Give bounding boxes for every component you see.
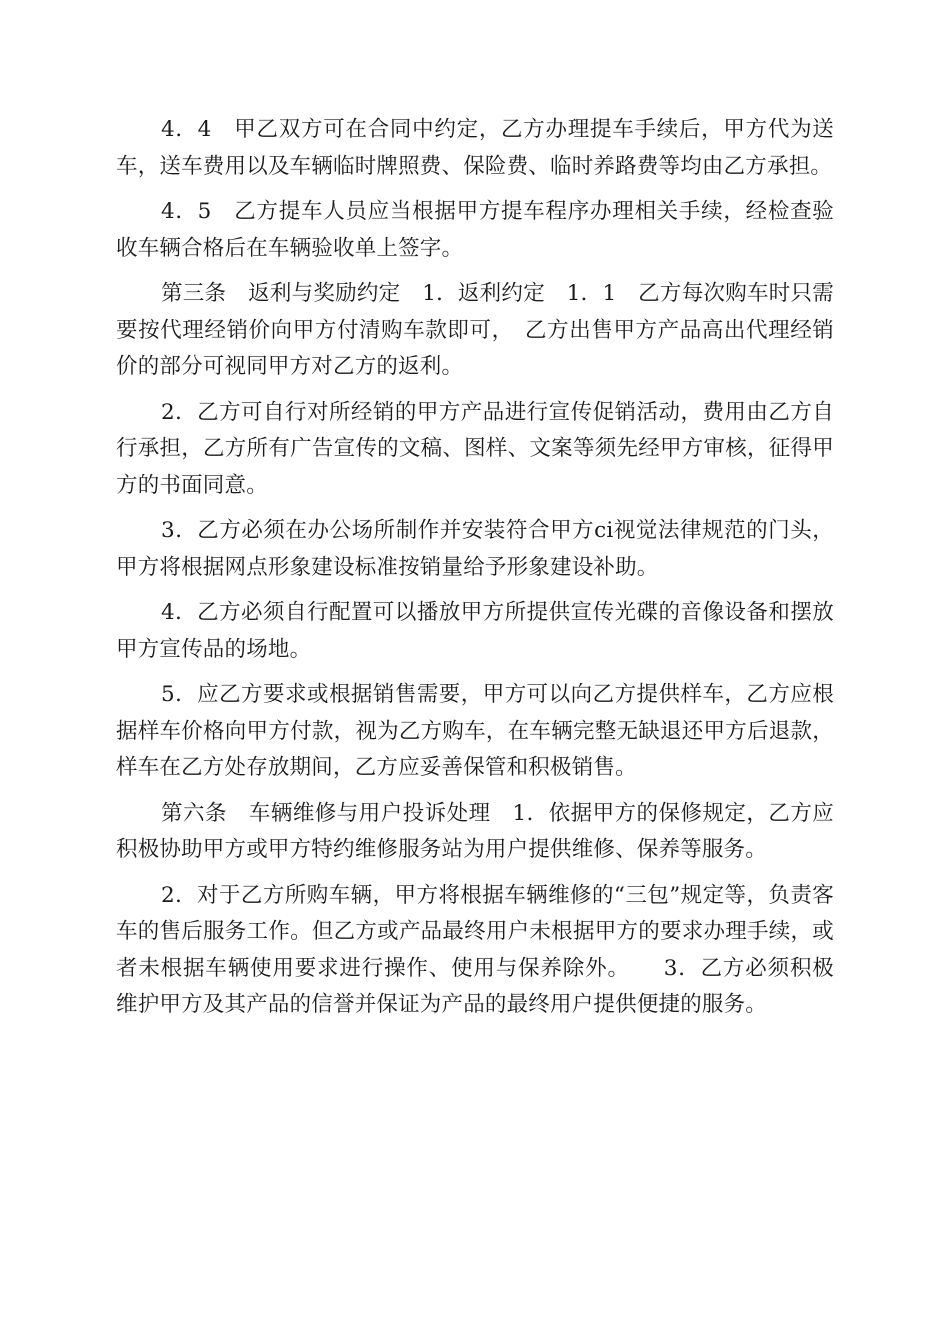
paragraph-4-5: 4．5 乙方提车人员应当根据甲方提车程序办理相关手续，经检查验收车辆合格后在车辆验收单上签字。 bbox=[116, 199, 834, 261]
paragraph-item-5: 5．应乙方要求或根据销售需要，甲方可以向乙方提供样车，乙方应根据样车价格向甲方付款，视为乙方购车，在车辆完整无缺退还甲方后退款，样车在乙方处存放期间，乙方应妥善保管和积极销售。 bbox=[116, 682, 834, 780]
paragraph-article-3: 第三条 返利与奖励约定 1．返利约定 1．1 乙方每次购车时只需要按代理经销价向甲方付清购车款即可， 乙方出售甲方产品高出代理经销价的部分可视同甲方对乙方的返利。 bbox=[116, 281, 834, 379]
paragraph-4-4: 4．4 甲乙双方可在合同中约定，乙方办理提车手续后，甲方代为送车，送车费用以及车辆临时牌照费、保险费、临时养路费等均由乙方承担。 bbox=[116, 117, 834, 179]
document-body bbox=[116, 112, 834, 1033]
paragraph-article-6-item-2: 2．对于乙方所购车辆，甲方将根据车辆维修的“三包”规定等，负责客车的售后服务工作。但乙方或产品最终用户未根据甲方的要求办理手续，或者未根据车辆使用要求进行操作、使用与保养除外。 3．乙方必须积极维护甲方及其产品的信誉并保证为产品的最终用户提供便捷的服务。 bbox=[116, 882, 834, 1017]
paragraph-item-2: 2．乙方可自行对所经销的甲方产品进行宣传促销活动，费用由乙方自行承担，乙方所有广告宣传的文稿、图样、文案等须先经甲方审核，征得甲方的书面同意。 bbox=[116, 399, 834, 498]
paragraph-item-4: 4．乙方必须自行配置可以播放甲方所提供宣传光碟的音像设备和摆放甲方宣传品的场地。 bbox=[116, 600, 834, 662]
paragraph-item-3: 3．乙方必须在办公场所制作并安装符合甲方ci视觉法律规范的门头，甲方将根据网点形象建设标准按销量给予形象建设补助。 bbox=[116, 518, 834, 580]
paragraph-article-6: 第六条 车辆维修与用户投诉处理 1．依据甲方的保修规定，乙方应积极协助甲方或甲方特约维修服务站为用户提供维修、保养等服务。 bbox=[116, 800, 834, 862]
